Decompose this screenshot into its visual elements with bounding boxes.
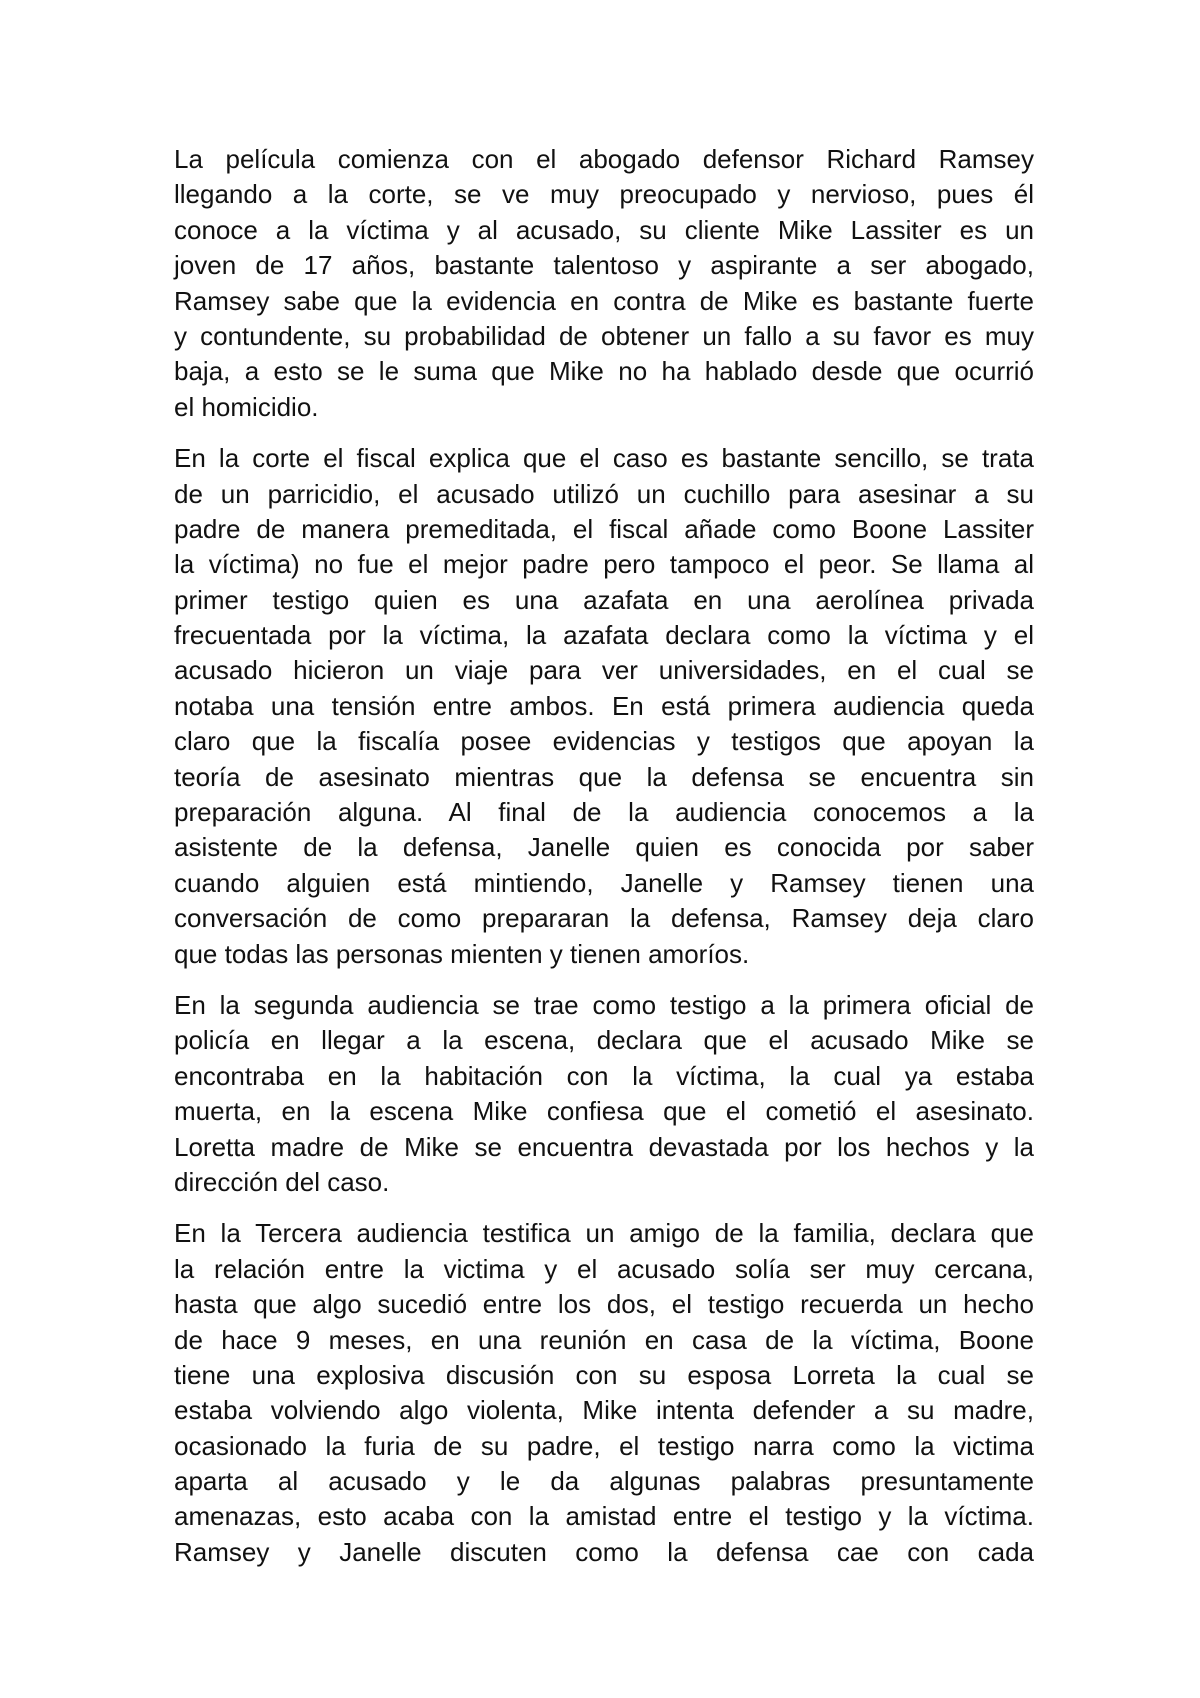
text-line: preparación alguna. Al final de la audiencia conocemos a la <box>174 797 1034 828</box>
text-line: claro que la fiscalía posee evidencias y testigos que apoyan la <box>174 726 1034 757</box>
text-line: Ramsey sabe que la evidencia en contra de Mike es bastante fuerte <box>174 285 1034 316</box>
text-line: ocasionado la furia de su padre, el testigo narra como la victima <box>174 1430 1034 1461</box>
text-line: cuando alguien está mintiendo, Janelle y Ramsey tienen una <box>174 867 1034 898</box>
text-line: asistente de la defensa, Janelle quien es conocida por saber <box>174 832 1034 863</box>
text-line: que todas las personas mienten y tienen amoríos. <box>174 938 750 969</box>
text-line: encontraba en la habitación con la víctima, la cual ya estaba <box>174 1060 1034 1091</box>
paragraph-3 <box>174 988 1034 1200</box>
text-line: conoce a la víctima y al acusado, su cliente Mike Lassiter es un <box>174 214 1034 245</box>
text-line: y contundente, su probabilidad de obtener un fallo a su favor es muy <box>174 320 1034 351</box>
text-line: En la Tercera audiencia testifica un amigo de la familia, declara que <box>174 1218 1034 1249</box>
text-line: de hace 9 meses, en una reunión en casa de la víctima, Boone <box>174 1324 1034 1355</box>
text-line: amenazas, esto acaba con la amistad entre el testigo y la víctima. <box>174 1501 1034 1532</box>
text-line: En la segunda audiencia se trae como testigo a la primera oficial de <box>174 989 1034 1020</box>
text-line: Loretta madre de Mike se encuentra devastada por los hechos y la <box>174 1131 1034 1162</box>
text-line: la relación entre la victima y el acusado solía ser muy cercana, <box>174 1253 1034 1284</box>
text-line: de un parricidio, el acusado utilizó un cuchillo para asesinar a su <box>174 478 1034 509</box>
text-line: Ramsey y Janelle discuten como la defensa cae con cada <box>174 1536 1034 1567</box>
text-line: estaba volviendo algo violenta, Mike intenta defender a su madre, <box>174 1395 1034 1426</box>
text-line: teoría de asesinato mientras que la defensa se encuentra sin <box>174 761 1034 792</box>
text-line: frecuentada por la víctima, la azafata declara como la víctima y el <box>174 620 1034 651</box>
text-line: padre de manera premeditada, el fiscal añade como Boone Lassiter <box>174 513 1034 544</box>
text-line: la víctima) no fue el mejor padre pero tampoco el peor. Se llama al <box>174 549 1034 580</box>
text-line: primer testigo quien es una azafata en una aerolínea privada <box>174 584 1034 615</box>
text-line: conversación de como prepararan la defensa, Ramsey deja claro <box>174 903 1034 934</box>
text-line: joven de 17 años, bastante talentoso y aspirante a ser abogado, <box>174 250 1034 281</box>
text-line: policía en llegar a la escena, declara que el acusado Mike se <box>174 1025 1034 1056</box>
text-line: dirección del caso. <box>174 1166 390 1197</box>
text-line: baja, a esto se le suma que Mike no ha hablado desde que ocurrió <box>174 356 1034 387</box>
text-line: acusado hicieron un viaje para ver universidades, en el cual se <box>174 655 1034 686</box>
text-line: el homicidio. <box>174 391 319 422</box>
text-line: aparta al acusado y le da algunas palabras presuntamente <box>174 1466 1034 1497</box>
text-line: tiene una explosiva discusión con su esposa Lorreta la cual se <box>174 1359 1034 1390</box>
paragraph-2 <box>174 441 1034 972</box>
text-line: La película comienza con el abogado defensor Richard Ramsey <box>174 144 1034 174</box>
text-line: muerta, en la escena Mike confiesa que el cometió el asesinato. <box>174 1096 1034 1127</box>
text-line: notaba una tensión entre ambos. En está primera audiencia queda <box>174 690 1034 721</box>
text-line: llegando a la corte, se ve muy preocupado y nervioso, pues él <box>174 179 1034 210</box>
document-body <box>174 142 1034 1586</box>
text-line: En la corte el fiscal explica que el caso es bastante sencillo, se trata <box>174 443 1034 474</box>
paragraph-1 <box>174 142 1034 425</box>
text-line: hasta que algo sucedió entre los dos, el testigo recuerda un hecho <box>174 1289 1034 1320</box>
paragraph-4 <box>174 1216 1034 1570</box>
